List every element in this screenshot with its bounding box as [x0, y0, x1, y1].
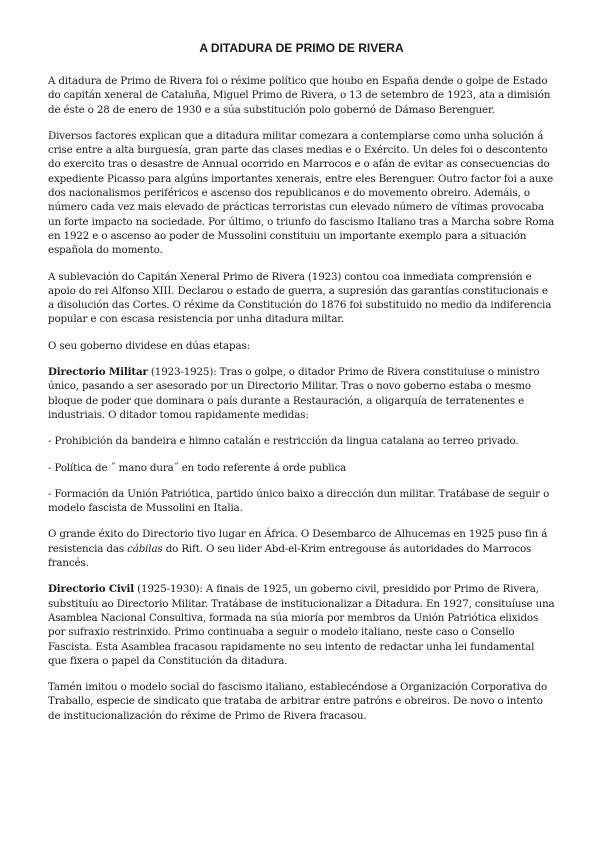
- term-cabilas: cábilas: [127, 542, 163, 555]
- term-directorio-militar: Directorio Militar: [48, 366, 148, 379]
- list-item-measure-3: - Formación da Unión Patriótica, partido único baixo a dirección dun militar. Tratábase de seguir o modelo fascista de Mussolini en Italia.: [48, 487, 550, 515]
- military-directory-text: (1923-1925): Tras o golpe, o ditador Primo de Rivera constituiuse o ministro único, pasando a ser asesorado por un Directorio Militar. Tras o novo goberno estaba o mesmo bloque de poder que dominara o país durante a Restauración, a oligarquía de terratenentes e industriais. O ditador tomou rapidamente medidas:: [48, 366, 540, 421]
- paragraph-africa: [48, 527, 555, 570]
- paragraph-military-directory: [48, 365, 555, 422]
- paragraph-uprising: A sublevación do Capitán Xeneral Primo de Rivera (1923) contou coa inmediata comprensión e apoio do rei Alfonso XIII. Declarou o estado de guerra, a supresión das garantías constitucionais e a disolución das Cortes. O réxime da Constitución do 1876 foi substituido no medio da indiferencia popular e con escasa resistencia por unha ditadura miltar.: [48, 270, 552, 326]
- africa-text-b: do Rift. O seu lider Abd-el-Krim entregouse ás autoridades do Marrocos francés.: [48, 542, 532, 570]
- africa-text-a: O grande éxito do Directorio tivo lugar en África. O Desembarco de Alhucemas en 1925 puso fin á resistencia das: [48, 528, 548, 555]
- paragraph-intro: A ditadura de Primo de Rivera foi o réxime político que houbo en España dende o golpe de Estado do capitán xeneral de Cataluña, Miguel Primo de Rivera, o 13 de setembro de 1923, ata a dimisión de éste o 28 de enero de 1930 e a súa substitución polo gobernó de Dámaso Berenguer.: [48, 75, 551, 116]
- list-item-measure-1: - Prohibición da bandeira e himno catalán e restricción da lingua catalana ao terreo privado.: [48, 435, 519, 448]
- paragraph-corporatism: Tamén imitou o modelo social do fascismo italiano, establecéndose a Organización Corporativa do Traballo, especie de sindicato que trataba de arbitrar entre patróns e obreiros. De novo o intento de institucionalización do réxime de Primo de Rivera fracasou.: [48, 681, 548, 722]
- civil-directory-text: (1925-1930): A finais de 1925, un goberno civil, presidido por Primo de Rivera, substituíu ao Directorio Militar. Tratábase de institucionalizar a Ditadura. En 1927, consituíuse una Asamblea Nacional Consultiva, formada na súa mioría por membros da Unión Patriótica elixidos por sufraxio restrinxido. Primo continuaba a seguir o modelo italiano, neste caso o Consello Fascista. Esta Asamblea fracasou rapidamente no seu intento de redactar unha lei fundamental que fixera o papel da Constitución da ditadura.: [48, 583, 555, 667]
- list-item-measure-2: - Política de ˝ mano dura˝ en todo referente á orde publica: [48, 461, 347, 474]
- term-directorio-civil: Directorio Civil: [48, 583, 135, 596]
- paragraph-stages: O seu goberno dividese en dúas etapas:: [48, 339, 250, 352]
- paragraph-causes: Diversos factores explican que a ditadura militar comezara a contemplarse como unha solución á crise entre a alta burguesía, gran parte das clases medias e o Exército. Un deles foi o descontento do exercito tras o desastre de Annual ocorrido en Marrocos e o afán de evitar as consecuencias do expediente Picasso para algúns importantes xenerais, entre eles Berenguer. Outro factor foi a auxe dos nacionalismos periféricos e ascenso dos republicanos e do movemento obreiro. Ademáis, o número cada vez mais elevado de prácticas terroristas cun elevado número de vítimas provocaba un forte impacto na sociedade. Por último, o triunfo do fascismo Italiano tras a Marcha sobre Roma en 1922 e o ascenso ao poder de Mussolini constituiu un importante exemplo para a situación española do momento.: [48, 129, 555, 257]
- document-title: A DITADURA DE PRIMO DE RIVERA: [199, 41, 404, 55]
- paragraph-civil-directory: [48, 582, 555, 668]
